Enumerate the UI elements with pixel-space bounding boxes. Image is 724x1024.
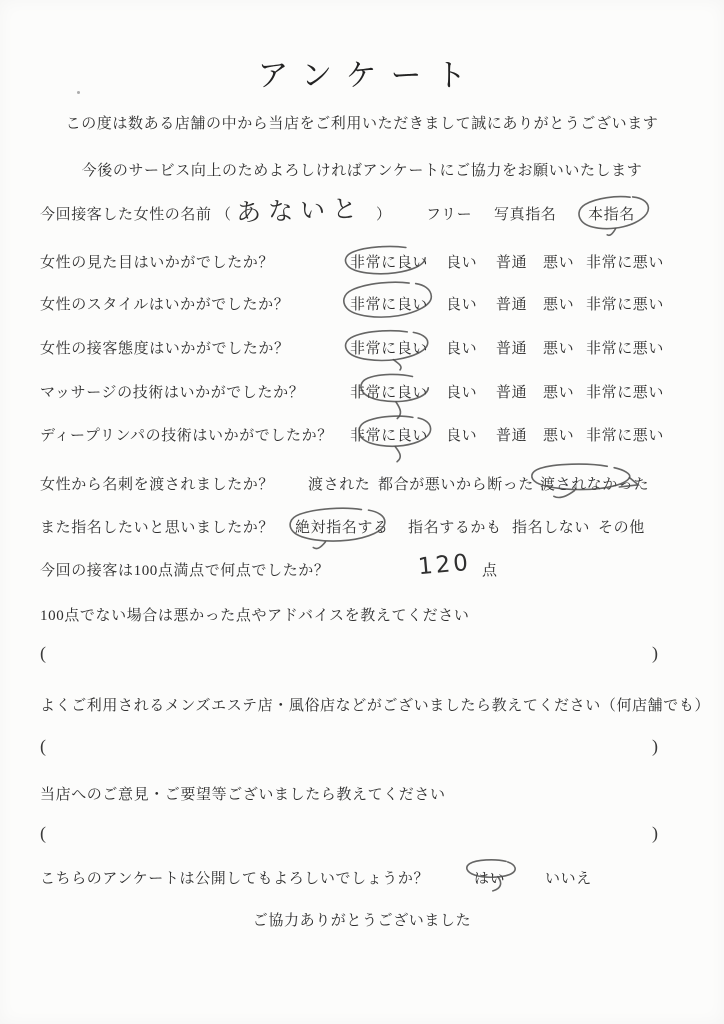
question-label: 今回の接客は100点満点で何点でしたか？ — [40, 563, 330, 579]
option-good: 良い — [446, 255, 478, 271]
question-row-publish — [40, 867, 690, 889]
option-photo-shimei: 写真指名 — [494, 207, 557, 223]
option-declined: 都合が悪いから断った — [378, 477, 535, 493]
option-free: フリー — [426, 207, 473, 223]
option-yes: はい — [474, 871, 506, 887]
option-other: その他 — [598, 520, 645, 536]
question-label: 今回接客した女性の名前 — [40, 207, 212, 223]
option-very-good: 非常に良い — [350, 385, 429, 401]
intro-line-1: この度は数ある店舗の中から当店をご利用いただきまして誠にありがとうございます — [65, 116, 659, 132]
question-label: 100点でない場合は悪かった点やアドバイスを教えてください — [40, 608, 470, 624]
option-received: 渡された — [308, 477, 371, 493]
option-good: 良い — [446, 428, 478, 444]
option-no: 指名しない — [512, 520, 591, 536]
option-normal: 普通 — [496, 385, 528, 401]
question-row-service — [40, 337, 690, 359]
option-definitely: 絶対指名する — [295, 520, 389, 536]
question-row-other-shops — [40, 694, 711, 716]
option-not-received: 渡されなかった — [540, 477, 650, 493]
option-very-good: 非常に良い — [350, 297, 429, 313]
question-row-deep-lymph — [40, 424, 690, 446]
question-row-advice — [40, 604, 690, 626]
option-normal: 普通 — [496, 297, 528, 313]
question-row-looks — [40, 251, 690, 273]
option-good: 良い — [446, 297, 478, 313]
open-paren: ( — [40, 823, 47, 843]
option-bad: 悪い — [543, 255, 575, 271]
close-paren: ） — [376, 207, 392, 223]
question-row-style — [40, 293, 690, 315]
option-very-good: 非常に良い — [350, 341, 429, 357]
question-label: 女性の接客態度はいかがでしたか？ — [40, 341, 290, 357]
handwritten-score: 120 — [416, 549, 472, 581]
close-paren: ) — [652, 643, 659, 663]
question-label: ディープリンパの技術はいかがでしたか？ — [40, 428, 333, 444]
option-very-bad: 非常に悪い — [586, 428, 665, 444]
option-no: いいえ — [545, 871, 592, 887]
handwritten-name: あないと — [235, 193, 365, 228]
open-paren: ( — [40, 736, 47, 756]
open-paren: （ — [216, 207, 232, 223]
question-label: こちらのアンケートは公開してもよろしいでしょうか？ — [40, 871, 430, 887]
question-label: また指名したいと思いましたか？ — [40, 520, 275, 536]
question-label: よくご利用されるメンズエステ店・風俗店などがございましたら教えてください（何店舗でも） — [40, 698, 711, 714]
close-paren: ) — [652, 736, 659, 756]
question-label: 女性のスタイルはいかがでしたか？ — [40, 297, 290, 313]
option-normal: 普通 — [496, 255, 528, 271]
option-bad: 悪い — [543, 341, 575, 357]
option-normal: 普通 — [496, 428, 528, 444]
answer-line-advice — [40, 645, 690, 667]
question-label: 女性の見た目はいかがでしたか？ — [40, 255, 275, 271]
option-good: 良い — [446, 385, 478, 401]
question-row-score — [40, 549, 690, 581]
question-row-name — [40, 193, 690, 228]
score-unit: 点 — [482, 563, 498, 579]
open-paren: ( — [40, 643, 47, 663]
question-row-massage — [40, 381, 690, 403]
answer-line-other-shops — [40, 738, 690, 760]
option-very-bad: 非常に悪い — [586, 385, 665, 401]
intro-line-2: 今後のサービス向上のためよろしければアンケートにご協力をお願いいたします — [81, 163, 643, 179]
question-label: 当店へのご意見・ご要望等ございましたら教えてください — [40, 787, 446, 803]
question-label: マッサージの技術はいかがでしたか？ — [40, 385, 305, 401]
option-very-bad: 非常に悪い — [586, 255, 665, 271]
question-label: 女性から名刺を渡されましたか？ — [40, 477, 275, 493]
question-row-opinion — [40, 783, 690, 805]
option-normal: 普通 — [496, 341, 528, 357]
option-very-good: 非常に良い — [350, 255, 429, 271]
option-bad: 悪い — [543, 385, 575, 401]
option-good: 良い — [446, 341, 478, 357]
option-very-bad: 非常に悪い — [586, 341, 665, 357]
close-paren: ) — [652, 823, 659, 843]
thanks-line: ご協力ありがとうございました — [252, 913, 472, 929]
question-row-business-card — [40, 473, 690, 495]
option-bad: 悪い — [543, 297, 575, 313]
page-title: アンケート — [257, 58, 481, 93]
question-row-repeat — [40, 516, 690, 538]
answer-line-opinion — [40, 825, 690, 847]
option-bad: 悪い — [543, 428, 575, 444]
option-very-good: 非常に良い — [350, 428, 429, 444]
option-maybe: 指名するかも — [408, 520, 502, 536]
option-very-bad: 非常に悪い — [586, 297, 665, 313]
option-hon-shimei: 本指名 — [588, 207, 635, 223]
